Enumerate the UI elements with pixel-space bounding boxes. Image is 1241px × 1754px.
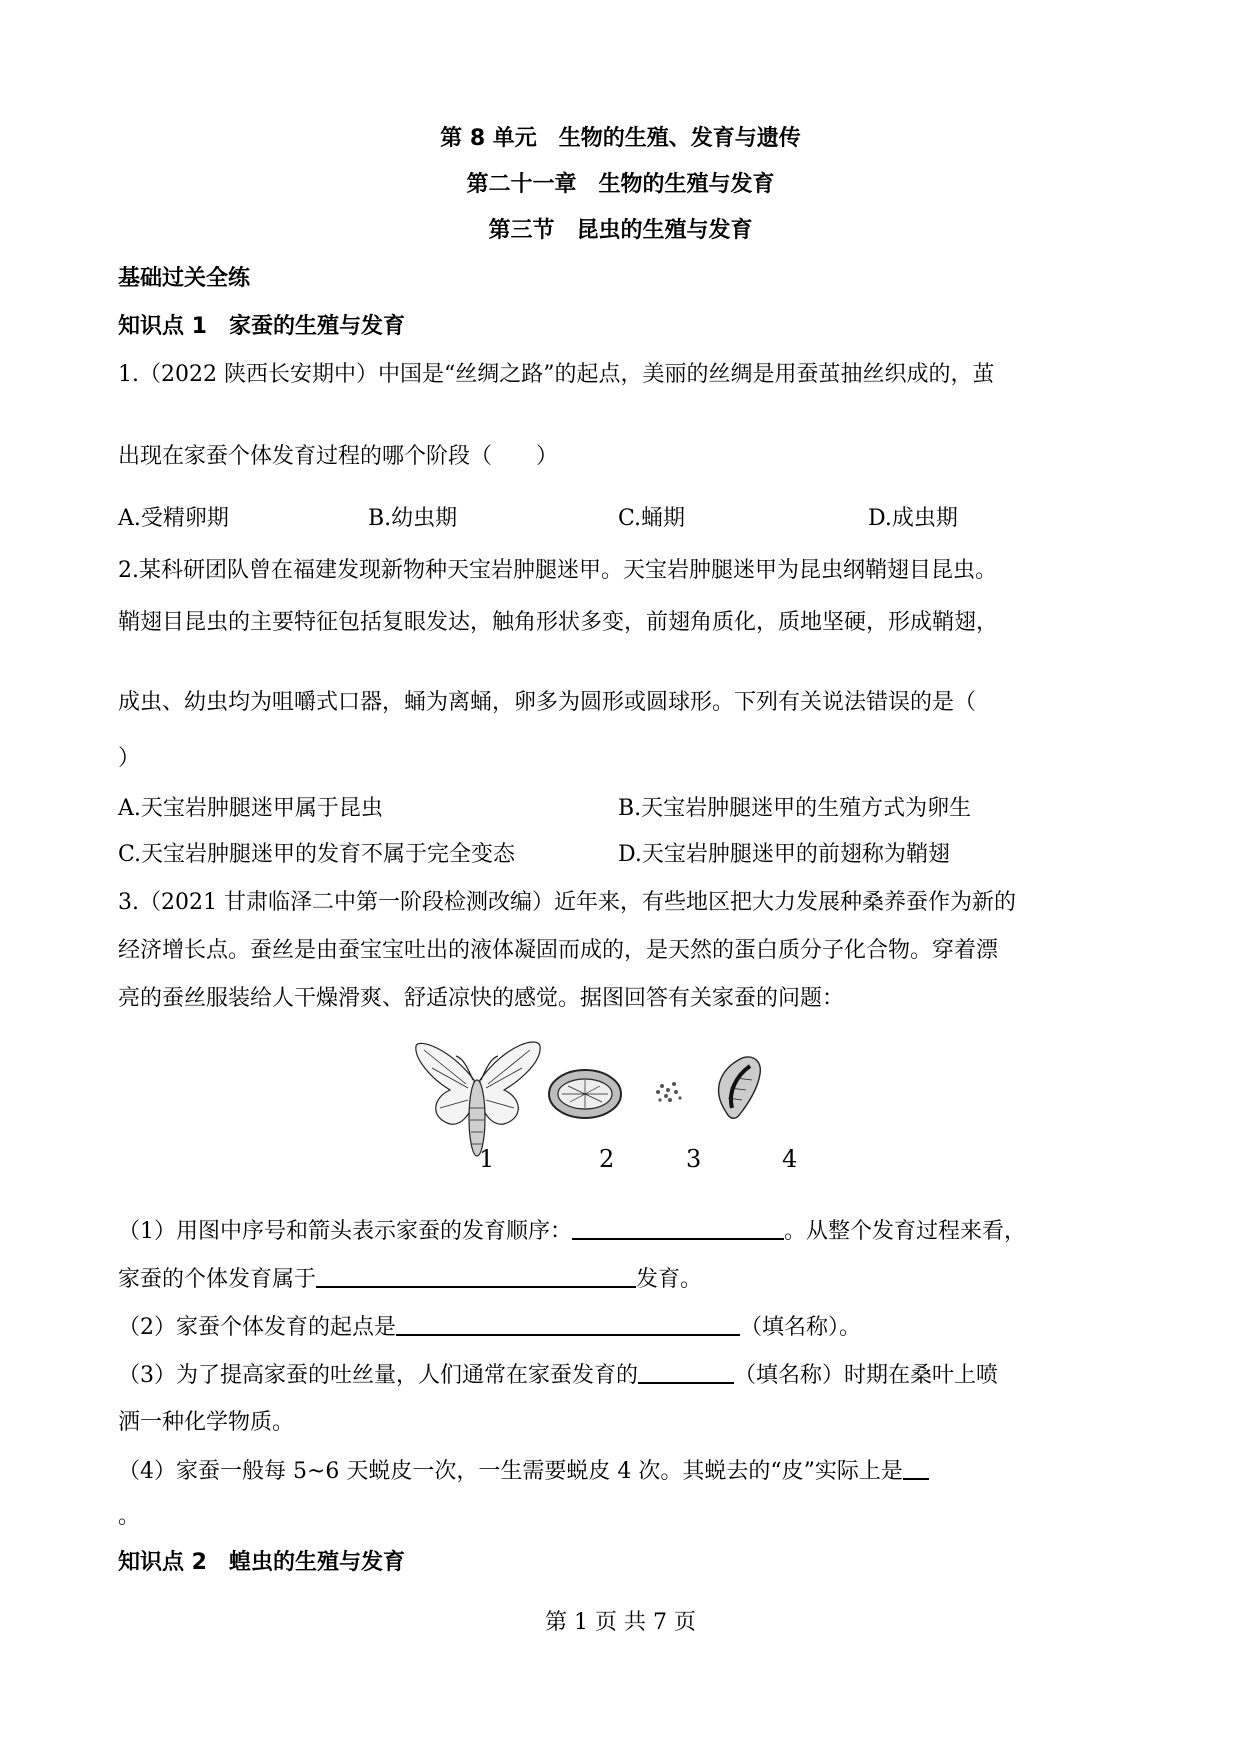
page-footer: 第 1 页 共 7 页 [545,1610,696,1635]
q3-sub2-text-b: （填名称）。 [740,1315,862,1340]
q3-sub1-text-a: （1）用图中序号和箭头表示家蚕的发育顺序： [118,1219,572,1244]
q3-sub4-line-2: 。 [118,1504,141,1529]
silkworm-lifecycle-figure [410,1028,830,1178]
q3-sub3-blank[interactable] [638,1360,734,1384]
q2-option-a: A.天宝岩肿腿迷甲属于昆虫 [118,796,383,821]
q2-line-1: 2.某科研团队曾在福建发现新物种天宝岩肿腿迷甲。天宝岩肿腿迷甲为昆虫纲鞘翅目昆虫。 [118,558,997,583]
q1-line-1: 1.（2022 陕西长安期中）中国是“丝绸之路”的起点，美丽的丝绸是用蚕茧抽丝织成的，茧 [118,362,995,387]
knowledge-point-2-title: 知识点 2 蝗虫的生殖与发育 [118,1550,405,1575]
knowledge-point-1-title: 知识点 1 家蚕的生殖与发育 [118,314,405,339]
q1-option-b: B.幼虫期 [368,506,458,531]
q3-sub2-blank[interactable] [396,1312,740,1336]
q1-option-c: C.蛹期 [618,506,686,531]
q2-line-3: 成虫、幼虫均为咀嚼式口器，蛹为离蛹，卵多为圆形或圆球形。下列有关说法错误的是（ [118,690,977,715]
figure-label-1: 1 [479,1145,495,1173]
q3-sub1-text-d: 发育。 [636,1267,703,1292]
q2-option-b: B.天宝岩肿腿迷甲的生殖方式为卵生 [618,796,972,821]
q3-sub3-line-1 [118,1360,998,1391]
q3-sub1-line-1 [118,1216,1026,1247]
q3-sub4-line-1 [118,1456,929,1487]
q3-sub1-blank-2[interactable] [316,1264,636,1288]
figure-label-2: 2 [599,1145,615,1173]
q3-line-1: 3.（2021 甘肃临泽二中第一阶段检测改编）近年来，有些地区把大力发展种桑养蚕作为新的 [118,890,1016,915]
q3-sub1-line-2 [118,1264,702,1295]
q2-line-4: ） [118,746,141,771]
eggs-drawing [656,1082,682,1102]
q1-option-a: A.受精卵期 [118,506,229,531]
q3-sub1-blank-1[interactable] [572,1216,784,1240]
larva-drawing [719,1057,761,1118]
figure-label-4: 4 [782,1145,798,1173]
q3-sub3-text-a: （3）为了提高家蚕的吐丝量，人们通常在家蚕发育的 [118,1363,638,1388]
unit-title: 第 8 单元 生物的生殖、发育与遗传 [440,126,801,151]
q3-line-3: 亮的蚕丝服装给人干燥滑爽、舒适凉快的感觉。据图回答有关家蚕的问题： [118,986,845,1011]
q3-sub1-text-c: 家蚕的个体发育属于 [118,1267,317,1292]
moth-drawing [416,1042,540,1156]
q3-sub2-line [118,1312,861,1343]
practice-title: 基础过关全练 [118,266,251,291]
q2-option-d: D.天宝岩肿腿迷甲的前翅称为鞘翅 [618,842,950,867]
q3-sub4-text-a: （4）家蚕一般每 5~6 天蜕皮一次，一生需要蜕皮 4 次。其蜕去的“皮”实际上是 [118,1459,903,1484]
q3-sub3-text-b: （填名称）时期在桑叶上喷 [734,1363,999,1388]
q2-option-c: C.天宝岩肿腿迷甲的发育不属于完全变态 [118,842,516,867]
figure-label-3: 3 [686,1145,702,1173]
chapter-title: 第二十一章 生物的生殖与发育 [466,172,775,197]
q2-line-2: 鞘翅目昆虫的主要特征包括复眼发达，触角形状多变，前翅角质化，质地坚硬，形成鞘翅， [118,610,999,635]
q1-line-2: 出现在家蚕个体发育过程的哪个阶段（ ） [118,444,559,469]
q3-sub2-text-a: （2）家蚕个体发育的起点是 [118,1315,396,1340]
q3-line-2: 经济增长点。蚕丝是由蚕宝宝吐出的液体凝固而成的，是天然的蛋白质分子化合物。穿着漂 [118,938,999,963]
section-title: 第三节 昆虫的生殖与发育 [488,218,753,243]
q3-sub1-text-b: 。从整个发育过程来看， [784,1219,1027,1244]
q3-sub3-line-2: 洒一种化学物质。 [118,1410,295,1435]
pupa-drawing [549,1070,621,1118]
q3-sub4-blank[interactable] [903,1456,929,1480]
q1-option-d: D.成虫期 [868,506,958,531]
